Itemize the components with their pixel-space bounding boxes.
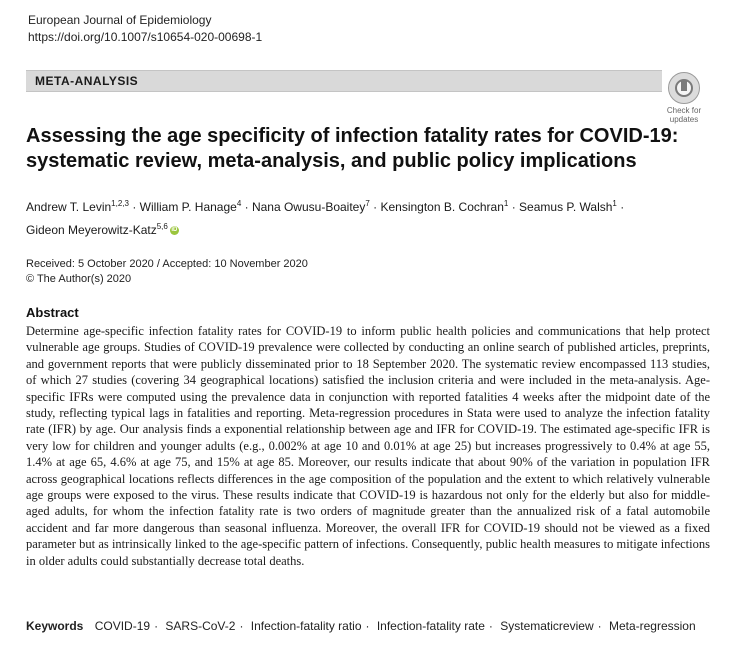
orcid-icon[interactable]: iD bbox=[171, 227, 178, 234]
journal-doi[interactable]: https://doi.org/10.1007/s10654-020-00698-1 bbox=[28, 30, 263, 44]
keywords-label: Keywords bbox=[26, 619, 84, 633]
check-for-updates-badge[interactable] bbox=[662, 72, 706, 124]
section-label: META-ANALYSIS bbox=[35, 74, 139, 88]
received-accepted: Received: 5 October 2020 / Accepted: 10 November 2020 bbox=[26, 258, 308, 270]
section-band bbox=[26, 70, 662, 92]
abstract-heading: Abstract bbox=[26, 305, 79, 320]
author[interactable]: Andrew T. Levin$^{1,2,3}$ bbox=[26, 199, 129, 214]
keyword[interactable]: Systematicreview bbox=[500, 619, 594, 633]
journal-name: European Journal of Epidemiology bbox=[28, 13, 212, 27]
keyword[interactable]: Meta-regression bbox=[608, 619, 696, 633]
keyword[interactable]: Infection-fatality rate bbox=[376, 619, 485, 633]
journal-header bbox=[28, 12, 262, 46]
author-list: Andrew T. Levin$^{1,2,3}$ · William P. Hanage$^4$ · Nana Owusu-Boaitey$^7$ · Kensington B. Cochran$^1$ · Seamus P. Walsh$^1$ · Gideon Meyerowitz-Katz$^{5,6}$ iD bbox=[26, 199, 625, 237]
updates-line-2: updates bbox=[669, 115, 699, 124]
author[interactable]: Kensington B. Cochran$^1$ bbox=[380, 199, 509, 214]
author[interactable]: Gideon Meyerowitz-Katz$^{5,6}$ bbox=[26, 222, 168, 237]
article-title: Assessing the age specificity of infection fatality rates for COVID-19: systematic review, meta-analysis, and public policy implications bbox=[26, 125, 679, 172]
copyright: © The Author(s) 2020 bbox=[26, 273, 132, 285]
keyword[interactable]: COVID-19 bbox=[94, 619, 151, 633]
keyword[interactable]: Infection-fatality ratio bbox=[250, 619, 362, 633]
abstract-text: Determine age-specific infection fatality rates for COVID-19 to inform public health policies and communications that help protect vulnerable age groups. Studies of COVID-19 prevalence were collected by conducting an online search of published articles, preprints, and government reports that were publicly disseminated prior to 18 September 2020. The systematic review encompassed 113 studies, of which 27 studies (covering 34 geographical locations) satisfied the inclusion criteria and were included in the meta-analysis. Age-specific IFRs were computed using the prevalence data in conjunction with reported fatalities 4 weeks after the midpoint date of the study, reflecting typical lags in fatalities and reporting. Meta-regression procedures in Stata were used to analyze the infection fatality rate (IFR) by age. Our analysis finds a exponential relationship between age and IFR for COVID-19. The estimated age-specific IFR is very low for children and younger adults (e.g., 0.002% at age 10 and 0.01% at age 25) but increases progressively to 0.4% at age 55, 1.4% at age 65, 4.6% at age 75, and 15% at age 85. Moreover, our results indicate that about 90% of the variation in population IFR across geographical locations reflects differences in the age composition of the population and the extent to which relatively vulnerable age groups were exposed to the virus. These results indicate that COVID-19 is hazardous not only for the elderly but also for middle-aged adults, for whom the infection fatality rate is two orders of magnitude greater than the annualized risk of a fatal automobile accident and far more dangerous than seasonal influenza. Moreover, the overall IFR for COVID-19 should not be viewed as a fixed parameter but as intrinsically linked to the age-specific pattern of infections. Consequently, public health measures to mitigate infections in older adults could substantially decrease total deaths. bbox=[26, 324, 710, 568]
author[interactable]: Seamus P. Walsh$^1$ bbox=[519, 199, 617, 214]
keyword[interactable]: SARS-CoV-2 bbox=[165, 619, 236, 633]
author[interactable]: William P. Hanage$^4$ bbox=[139, 199, 242, 214]
publication-dates bbox=[26, 257, 308, 287]
bookmark-icon bbox=[668, 72, 700, 104]
keywords: Keywords COVID-19 · SARS-CoV-2 · Infection-fatality ratio · Infection-fatality rate · Systematicreview · Meta-regression bbox=[26, 619, 696, 633]
updates-line-1: Check for bbox=[666, 106, 702, 115]
author[interactable]: Nana Owusu-Boaitey$^7$ bbox=[251, 199, 370, 214]
